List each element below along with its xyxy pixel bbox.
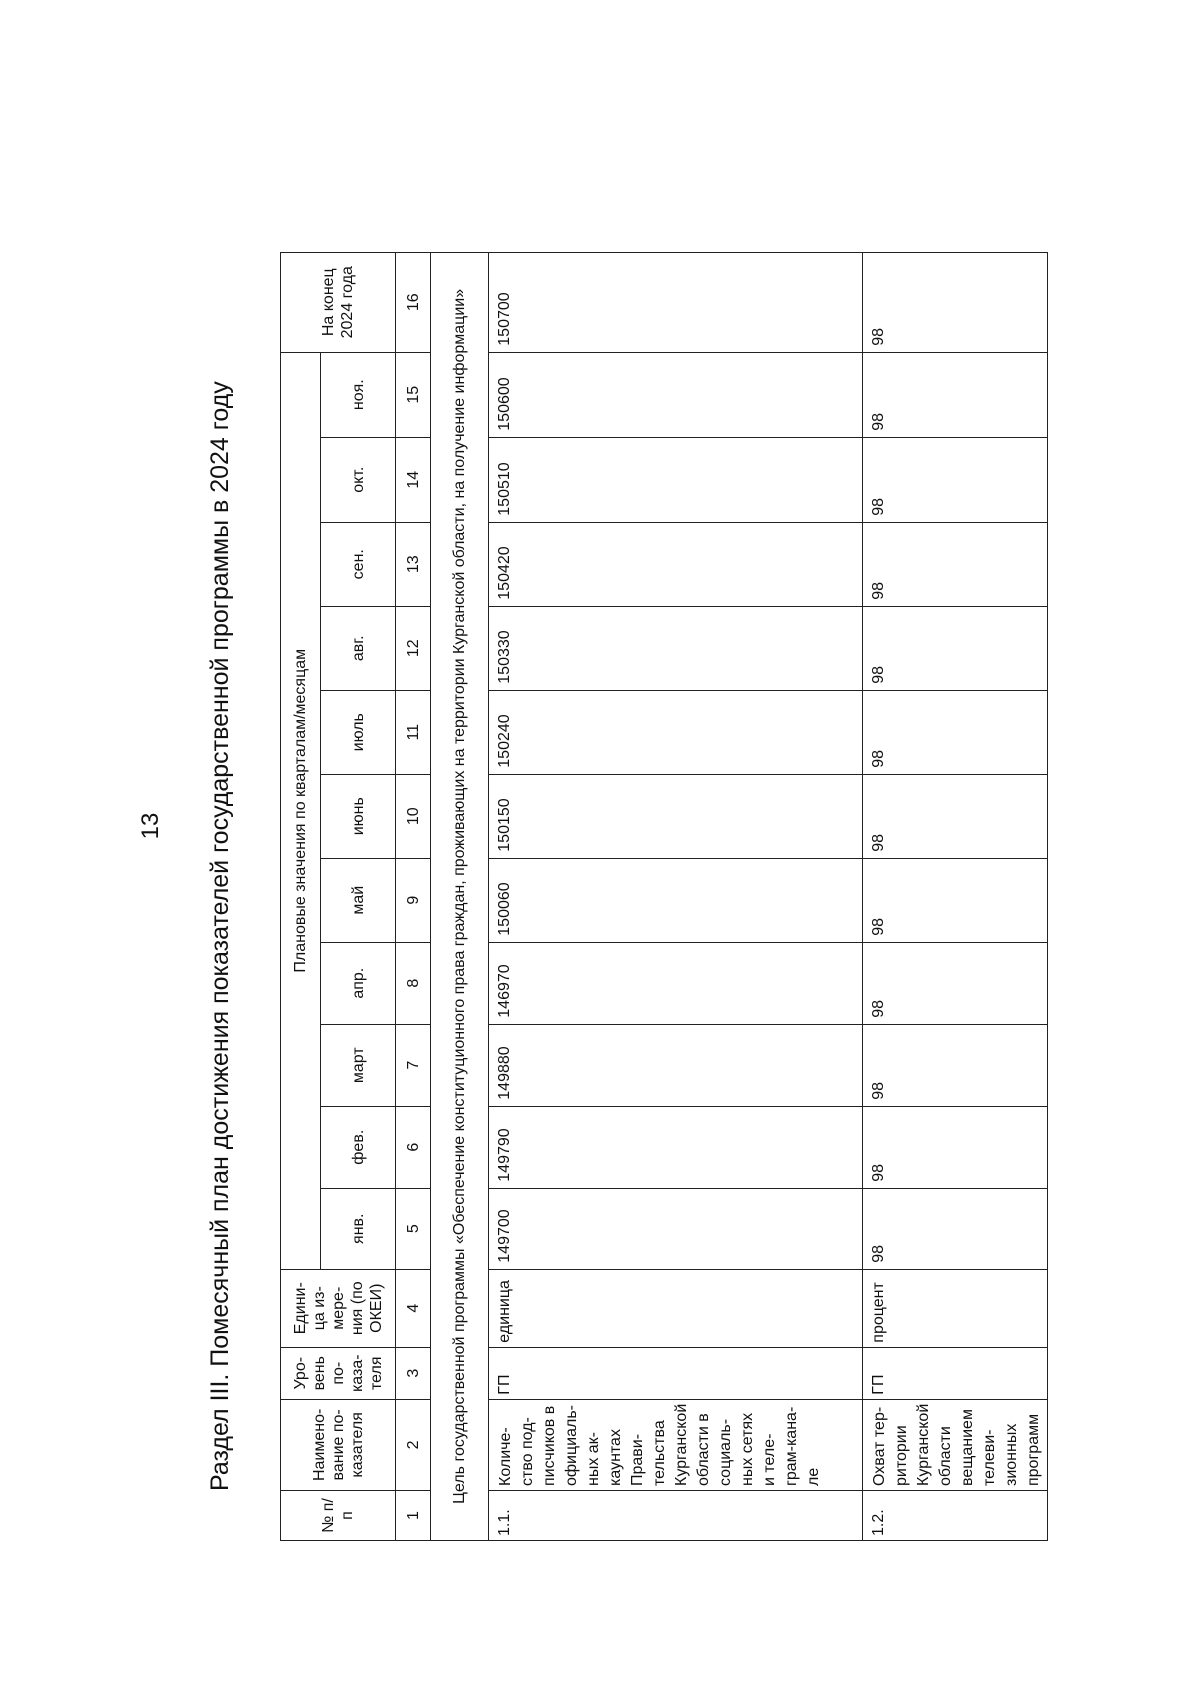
- plan-value: 98: [863, 352, 1048, 437]
- column-number: 9: [396, 858, 431, 942]
- plan-value: 150330: [489, 606, 863, 690]
- indicator-unit: единица: [489, 1269, 863, 1347]
- indicator-unit: процент: [863, 1269, 1048, 1347]
- header-name: Наимено-вание по-казателя: [281, 1399, 396, 1490]
- header-plan-group: Плановые значения по кварталам/месяцам: [281, 352, 321, 1269]
- header-month: авг.: [321, 606, 396, 690]
- column-number: 14: [396, 437, 431, 522]
- column-number: 4: [396, 1269, 431, 1347]
- plan-value: 149790: [489, 1106, 863, 1188]
- plan-value: 98: [863, 437, 1048, 522]
- plan-value: 150600: [489, 352, 863, 437]
- column-number: 1: [396, 1491, 431, 1541]
- plan-value: 149700: [489, 1188, 863, 1269]
- header-unit: Едини-ца из-мере-ния (по ОКЕИ): [281, 1269, 396, 1347]
- header-year-end: На конец 2024 года: [281, 252, 396, 352]
- plan-value: 98: [863, 774, 1048, 858]
- plan-value: 98: [863, 858, 1048, 942]
- header-month: сен.: [321, 522, 396, 606]
- plan-value: 98: [863, 1106, 1048, 1188]
- table-row: [489, 252, 863, 1540]
- plan-value: 150240: [489, 690, 863, 774]
- page-number: 13: [137, 812, 164, 840]
- column-number: 16: [396, 252, 431, 352]
- column-number: 8: [396, 942, 431, 1024]
- header-month: фев.: [321, 1106, 396, 1188]
- column-number: 6: [396, 1106, 431, 1188]
- column-number: 3: [396, 1347, 431, 1399]
- plan-value: 150420: [489, 522, 863, 606]
- indicator-level: ГП: [863, 1347, 1048, 1399]
- header-month: окт.: [321, 437, 396, 522]
- plan-value: 98: [863, 690, 1048, 774]
- plan-value: 150510: [489, 437, 863, 522]
- column-numbers-row: [396, 252, 431, 1540]
- table-row: [863, 252, 1048, 1540]
- indicator-level: ГП: [489, 1347, 863, 1399]
- header-month: ноя.: [321, 352, 396, 437]
- indicators-table: [280, 252, 1048, 1541]
- plan-value: 146970: [489, 942, 863, 1024]
- header-month: апр.: [321, 942, 396, 1024]
- plan-value: 98: [863, 1188, 1048, 1269]
- column-number: 12: [396, 606, 431, 690]
- page-title: Раздел III. Помесячный план достижения показателей государственной программы в 2024 году: [206, 381, 234, 1491]
- indicator-name: Количе-ство под-писчиков в официаль-ных ак-каунтах Прави-тельства Курганской области в социаль-ных сетях и теле-грам-кана-ле: [489, 1399, 863, 1490]
- column-number: 11: [396, 690, 431, 774]
- plan-value: 149880: [489, 1024, 863, 1106]
- plan-value: 98: [863, 1024, 1048, 1106]
- header-num: № п/п: [281, 1491, 396, 1541]
- indicator-name: Охват тер-ритории Курганской области вещанием телеви-зионных программ: [863, 1399, 1048, 1490]
- year-end-value: 150700: [489, 252, 863, 352]
- plan-value: 150150: [489, 774, 863, 858]
- header-month: янв.: [321, 1188, 396, 1269]
- column-number: 10: [396, 774, 431, 858]
- goal-row: Цель государственной программы «Обеспечение конституционного права граждан, проживающих на территории Курганской области, на получение информации»: [431, 252, 489, 1540]
- header-month: май: [321, 858, 396, 942]
- column-number: 13: [396, 522, 431, 606]
- plan-value: 98: [863, 606, 1048, 690]
- header-month: март: [321, 1024, 396, 1106]
- column-number: 2: [396, 1399, 431, 1490]
- header-level: Уро-вень по-каза-теля: [281, 1347, 396, 1399]
- column-number: 7: [396, 1024, 431, 1106]
- row-number: 1.1.: [489, 1491, 863, 1541]
- header-month: июль: [321, 690, 396, 774]
- row-number: 1.2.: [863, 1491, 1048, 1541]
- plan-value: 98: [863, 522, 1048, 606]
- year-end-value: 98: [863, 252, 1048, 352]
- column-number: 5: [396, 1188, 431, 1269]
- plan-value: 98: [863, 942, 1048, 1024]
- header-month: июнь: [321, 774, 396, 858]
- column-number: 15: [396, 352, 431, 437]
- plan-value: 150060: [489, 858, 863, 942]
